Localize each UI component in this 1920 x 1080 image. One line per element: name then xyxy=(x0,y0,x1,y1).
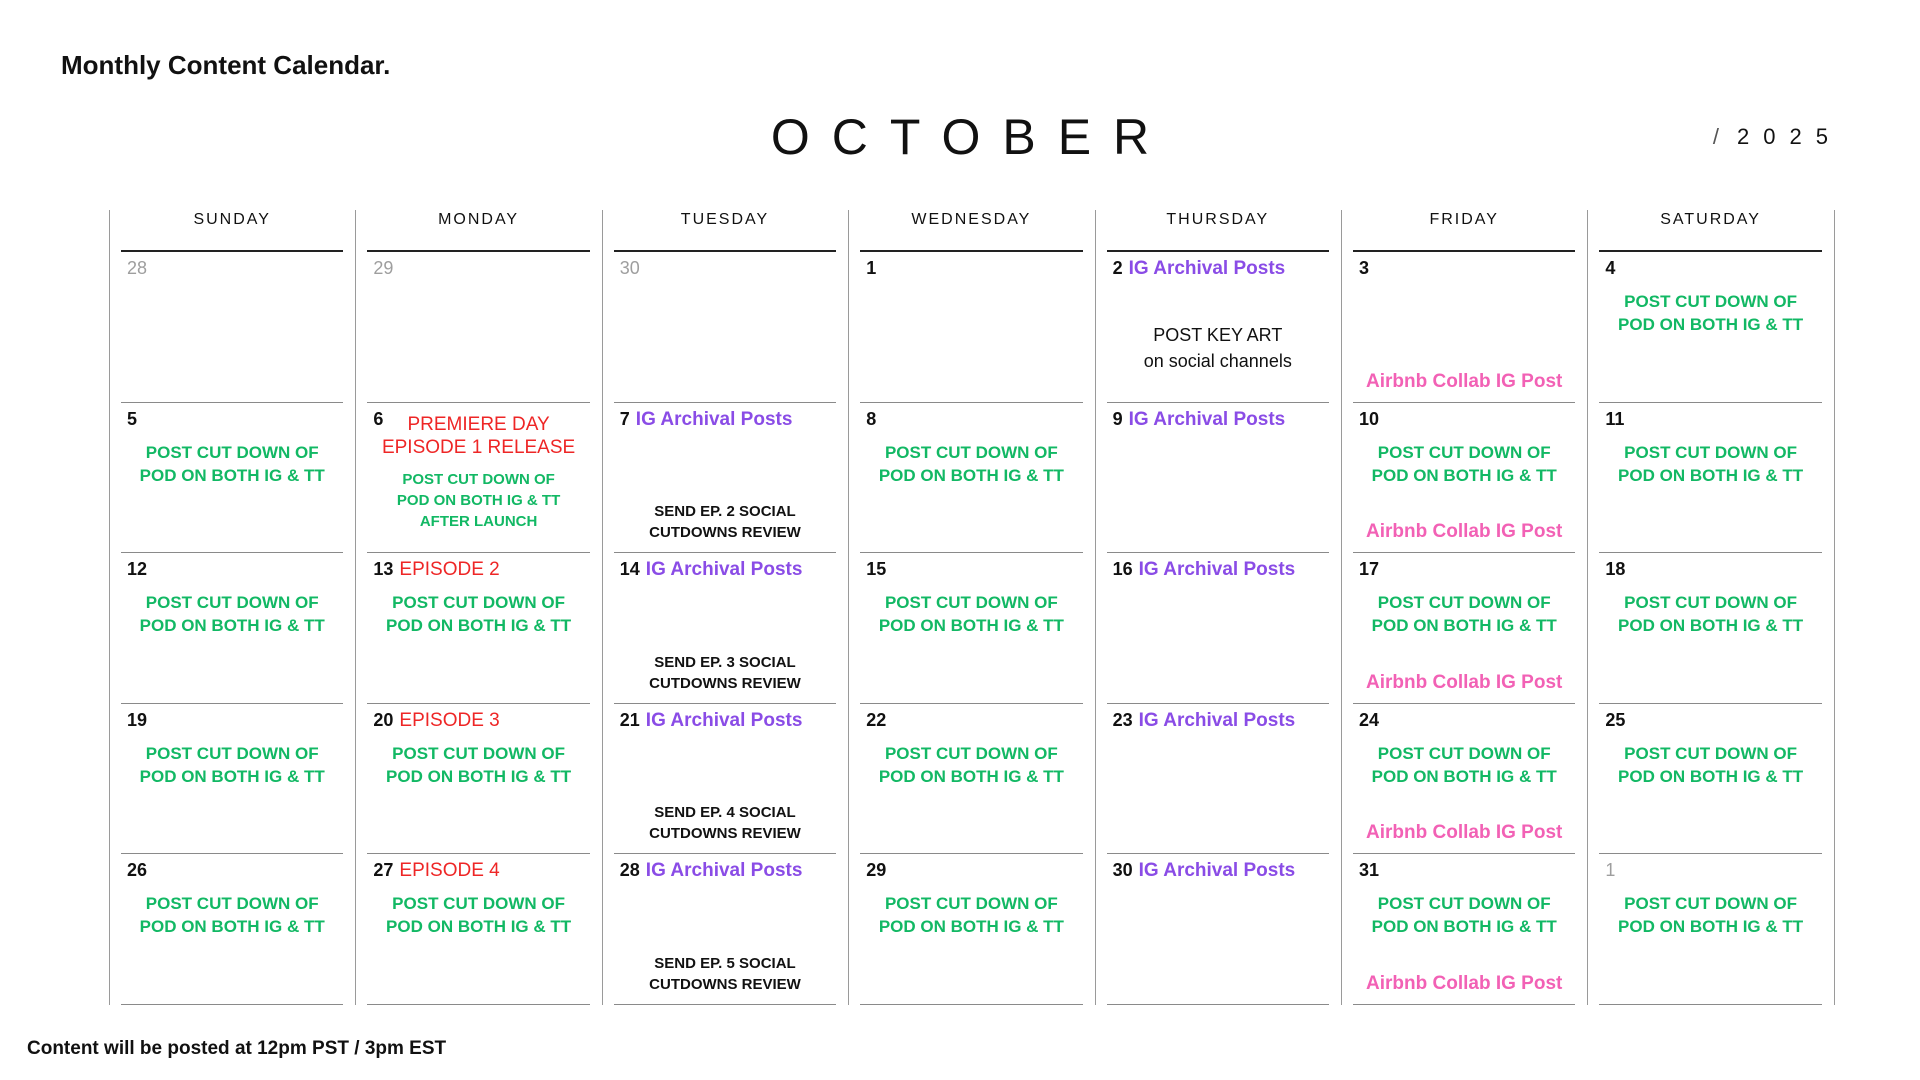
event-purple: IG Archival Posts xyxy=(635,408,793,430)
event-purple: IG Archival Posts xyxy=(1128,408,1286,430)
year-label xyxy=(1713,124,1842,150)
row-rule xyxy=(121,1004,343,1005)
day-number: 2 xyxy=(1112,258,1123,278)
day-number: 30 xyxy=(619,258,640,278)
day-number: 16 xyxy=(1112,559,1133,579)
day-cell[interactable] xyxy=(860,704,1082,855)
day-number: 19 xyxy=(127,709,148,730)
day-number: 23 xyxy=(1112,709,1133,730)
day-cell[interactable] xyxy=(367,854,589,1005)
event-green: POST CUT DOWN OF POD ON BOTH IG & TT xyxy=(139,593,325,635)
day-cell[interactable] xyxy=(1353,403,1575,554)
day-cell[interactable] xyxy=(1599,553,1821,704)
event-green: POST CUT DOWN OF POD ON BOTH IG & TT xyxy=(1618,593,1804,635)
day-number: 17 xyxy=(1359,559,1380,579)
day-cell[interactable] xyxy=(860,403,1082,554)
weekday-header-saturday: SATURDAY xyxy=(1660,211,1761,228)
event-pink: Airbnb Collab IG Post xyxy=(1366,822,1563,843)
event-purple: IG Archival Posts xyxy=(1138,559,1296,580)
weekday-header-tuesday: TUESDAY xyxy=(680,211,770,228)
event-green: POST CUT DOWN OF POD ON BOTH IG & TT xyxy=(139,442,325,485)
day-cell[interactable] xyxy=(1353,704,1575,855)
day-cell[interactable] xyxy=(1107,854,1329,1005)
row-rule xyxy=(1353,1004,1575,1005)
event-green: POST CUT DOWN OF POD ON BOTH IG & TT xyxy=(878,743,1064,786)
day-cell[interactable] xyxy=(860,252,1082,403)
event-black: SEND EP. 3 SOCIAL CUTDOWNS REVIEW xyxy=(649,653,801,692)
day-number: 11 xyxy=(1605,408,1625,429)
row-rule xyxy=(367,1004,589,1005)
column-divider xyxy=(1095,210,1096,1005)
day-cell[interactable] xyxy=(121,704,343,855)
day-cell[interactable] xyxy=(367,553,589,704)
event-red: EPISODE 2 xyxy=(399,559,500,580)
event-green: POST CUT DOWN OF POD ON BOTH IG & TT AFTER LAUNCH xyxy=(396,470,561,530)
page-heading: Monthly Content Calendar. xyxy=(61,50,391,80)
event-black: SEND EP. 2 SOCIAL CUTDOWNS REVIEW xyxy=(649,503,801,541)
day-number: 28 xyxy=(127,258,148,278)
column-divider xyxy=(1587,210,1588,1005)
day-number: 29 xyxy=(866,860,887,880)
year-value: 2025 xyxy=(1737,124,1842,149)
day-number: 28 xyxy=(619,860,640,880)
event-green: POST CUT DOWN OF POD ON BOTH IG & TT xyxy=(139,743,325,786)
column-divider xyxy=(109,210,110,1005)
day-cell[interactable] xyxy=(367,252,589,403)
event-purple: IG Archival Posts xyxy=(1128,258,1286,279)
day-number: 1 xyxy=(1605,860,1616,880)
day-number: 22 xyxy=(866,709,887,730)
day-cell[interactable] xyxy=(1107,704,1329,855)
event-purple: IG Archival Posts xyxy=(645,559,803,580)
event-green: POST CUT DOWN OF POD ON BOTH IG & TT xyxy=(1618,292,1804,334)
day-cell[interactable] xyxy=(614,553,836,704)
day-number: 13 xyxy=(373,559,394,579)
day-cell[interactable] xyxy=(1107,252,1329,403)
day-number: 6 xyxy=(373,408,384,429)
day-number: 14 xyxy=(619,559,640,579)
event-pink: Airbnb Collab IG Post xyxy=(1366,521,1563,542)
day-cell[interactable] xyxy=(121,403,343,554)
month-title: OCTOBER xyxy=(770,109,1172,165)
event-green: POST CUT DOWN OF POD ON BOTH IG & TT xyxy=(139,894,325,936)
event-black: SEND EP. 5 SOCIAL CUTDOWNS REVIEW xyxy=(649,954,801,993)
day-number: 21 xyxy=(619,709,640,730)
day-cell[interactable] xyxy=(367,403,589,554)
event-green: POST CUT DOWN OF POD ON BOTH IG & TT xyxy=(878,442,1064,485)
event-green: POST CUT DOWN OF POD ON BOTH IG & TT xyxy=(878,894,1064,936)
event-green: POST CUT DOWN OF POD ON BOTH IG & TT xyxy=(878,593,1064,635)
event-pink: Airbnb Collab IG Post xyxy=(1366,671,1563,693)
day-cell[interactable] xyxy=(614,854,836,1005)
event-pink: Airbnb Collab IG Post xyxy=(1366,370,1563,392)
day-number: 27 xyxy=(373,860,394,880)
day-number: 3 xyxy=(1359,258,1370,278)
weekday-header-monday: MONDAY xyxy=(438,211,520,228)
column-divider xyxy=(355,210,356,1005)
column-divider xyxy=(1341,210,1342,1005)
day-cell[interactable] xyxy=(1599,252,1821,403)
day-number: 30 xyxy=(1112,860,1133,880)
weekday-header-thursday: THURSDAY xyxy=(1166,211,1270,228)
column-divider xyxy=(848,210,849,1005)
event-green: POST CUT DOWN OF POD ON BOTH IG & TT xyxy=(1618,894,1804,936)
event-green: POST CUT DOWN OF POD ON BOTH IG & TT xyxy=(1618,442,1804,485)
day-number: 4 xyxy=(1605,258,1616,278)
day-number: 12 xyxy=(127,559,148,579)
day-cell[interactable] xyxy=(121,854,343,1005)
day-number: 26 xyxy=(127,860,148,880)
day-number: 9 xyxy=(1112,408,1123,429)
day-cell[interactable] xyxy=(1107,553,1329,704)
day-number: 7 xyxy=(619,408,630,429)
day-number: 18 xyxy=(1605,559,1626,579)
day-number: 15 xyxy=(866,559,887,579)
event-green: POST CUT DOWN OF POD ON BOTH IG & TT xyxy=(1618,743,1804,786)
event-green: POST CUT DOWN OF POD ON BOTH IG & TT xyxy=(386,894,572,936)
day-cell[interactable] xyxy=(1599,403,1821,554)
column-divider xyxy=(602,210,603,1005)
weekday-header-sunday: SUNDAY xyxy=(193,211,271,228)
day-number: 20 xyxy=(373,709,394,730)
day-number: 25 xyxy=(1605,709,1626,730)
event-black: SEND EP. 4 SOCIAL CUTDOWNS REVIEW xyxy=(649,804,801,842)
day-number: 24 xyxy=(1359,709,1380,730)
day-number: 5 xyxy=(127,408,138,429)
row-rule xyxy=(1107,1004,1329,1005)
weekday-header-friday: FRIDAY xyxy=(1429,211,1499,228)
event-red: PREMIERE DAY EPISODE 1 RELEASE xyxy=(381,413,576,458)
event-green: POST CUT DOWN OF POD ON BOTH IG & TT xyxy=(386,593,572,635)
row-rule xyxy=(1599,1004,1821,1005)
event-green: POST CUT DOWN OF POD ON BOTH IG & TT xyxy=(1371,442,1557,485)
day-cell[interactable] xyxy=(614,252,836,403)
footer-note: Content will be posted at 12pm PST / 3pm EST xyxy=(27,1038,447,1059)
day-cell[interactable] xyxy=(1353,553,1575,704)
event-purple: IG Archival Posts xyxy=(645,860,803,881)
event-purple: IG Archival Posts xyxy=(1138,709,1296,731)
day-cell[interactable] xyxy=(860,553,1082,704)
event-plain: POST KEY ART on social channels xyxy=(1143,325,1292,371)
calendar-grid xyxy=(109,210,1834,1005)
event-green: POST CUT DOWN OF POD ON BOTH IG & TT xyxy=(1371,593,1557,635)
row-rule xyxy=(860,1004,1082,1005)
event-green: POST CUT DOWN OF POD ON BOTH IG & TT xyxy=(1371,743,1557,786)
weekday-header-wednesday: WEDNESDAY xyxy=(911,211,1032,228)
event-purple: IG Archival Posts xyxy=(1138,860,1296,881)
day-number: 8 xyxy=(866,408,877,429)
event-red: EPISODE 4 xyxy=(399,860,500,881)
day-number: 10 xyxy=(1359,408,1380,429)
day-number: 31 xyxy=(1359,860,1380,880)
day-cell[interactable] xyxy=(121,553,343,704)
day-cell[interactable] xyxy=(1353,252,1575,403)
day-number: 29 xyxy=(373,258,394,278)
day-cell[interactable] xyxy=(614,403,836,554)
event-purple: IG Archival Posts xyxy=(645,709,803,731)
event-pink: Airbnb Collab IG Post xyxy=(1366,972,1563,994)
day-cell[interactable] xyxy=(121,252,343,403)
day-cell[interactable] xyxy=(614,704,836,855)
day-cell[interactable] xyxy=(1353,854,1575,1005)
day-cell[interactable] xyxy=(860,854,1082,1005)
column-divider xyxy=(1834,210,1835,1005)
event-red: EPISODE 3 xyxy=(399,709,500,731)
row-rule xyxy=(614,1004,836,1005)
day-cell[interactable] xyxy=(1599,854,1821,1005)
day-cell[interactable] xyxy=(367,704,589,855)
day-number: 1 xyxy=(866,258,877,278)
year-slash: / xyxy=(1712,124,1720,149)
event-green: POST CUT DOWN OF POD ON BOTH IG & TT xyxy=(1371,894,1557,936)
day-cell[interactable] xyxy=(1599,704,1821,855)
day-cell[interactable] xyxy=(1107,403,1329,554)
event-green: POST CUT DOWN OF POD ON BOTH IG & TT xyxy=(386,743,572,786)
